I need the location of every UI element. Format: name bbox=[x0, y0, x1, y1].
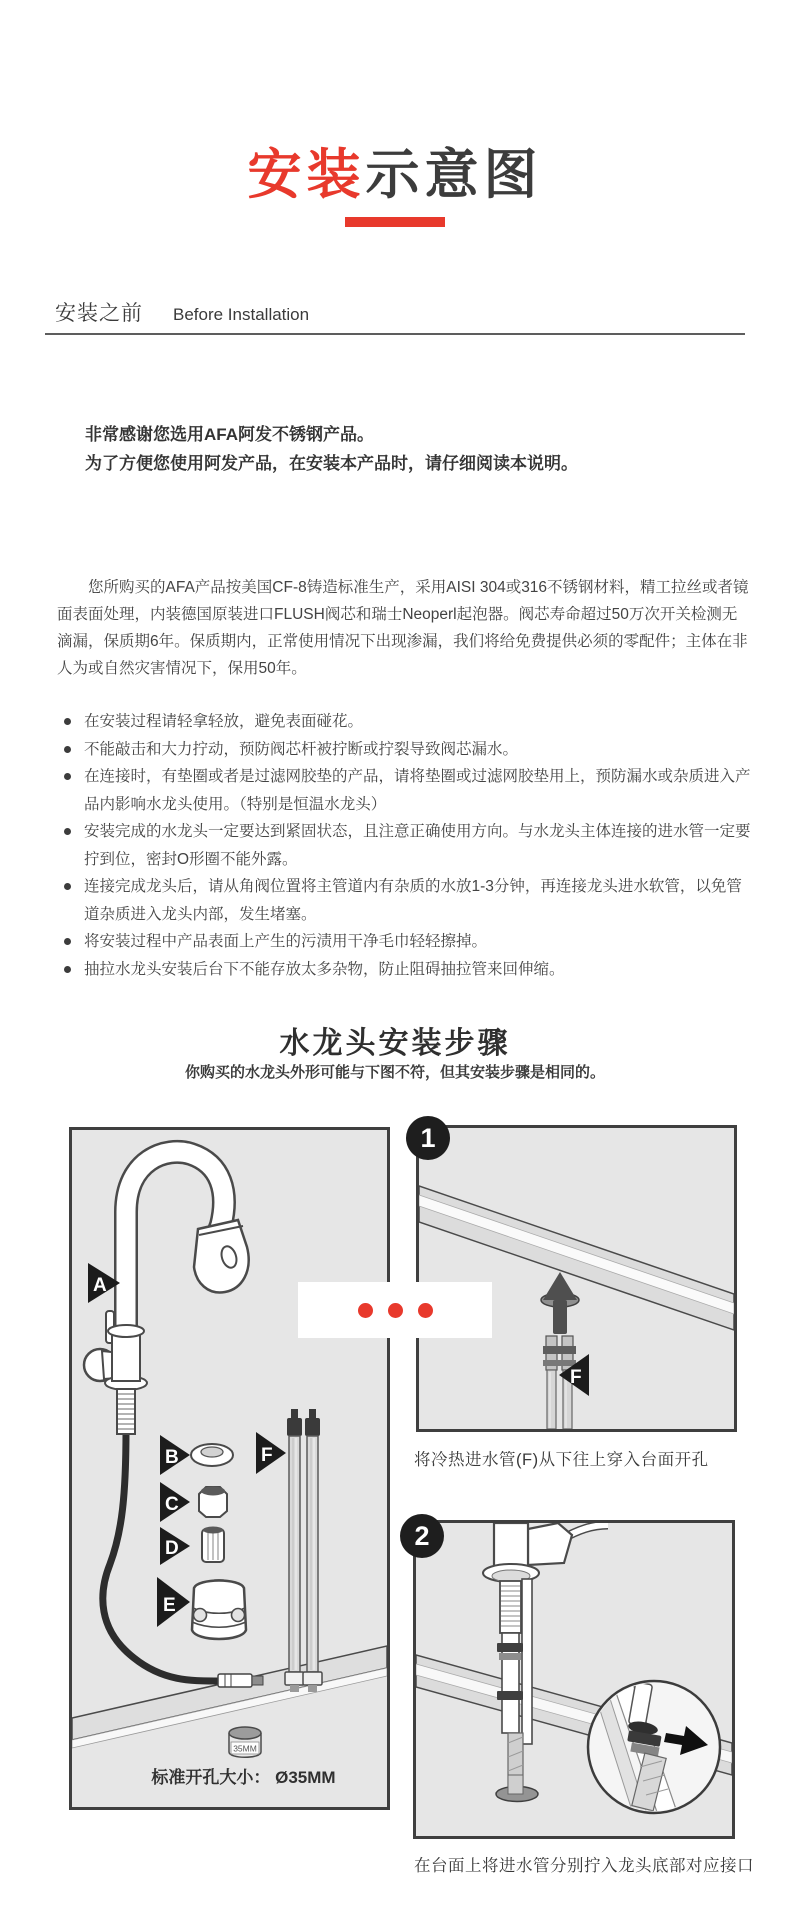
page-title bbox=[0, 146, 790, 205]
svg-text:F: F bbox=[570, 1367, 582, 1388]
note-item: 在安装过程请轻拿轻放，避免表面碰花。 bbox=[62, 708, 752, 736]
note-item: 连接完成龙头后，请从角阀位置将主管道内有杂质的水放1-3分钟，再连接龙头进水软管，以免管道杂质进入龙头内部，发生堵塞。 bbox=[62, 873, 752, 928]
svg-text:E: E bbox=[163, 1595, 176, 1616]
part-label-d bbox=[160, 1527, 190, 1565]
svg-text:C: C bbox=[165, 1494, 179, 1515]
step2-illustration bbox=[414, 1520, 732, 1836]
note-item: 不能敲击和大力拧动，预防阀芯杆被拧断或拧裂导致阀芯漏水。 bbox=[62, 736, 752, 764]
parts-diagram-box bbox=[69, 1127, 390, 1810]
note-item: 在连接时，有垫圈或者是过滤网胶垫的产品，请将垫圈或过滤网胶垫用上，预防漏水或杂质进入产品内影响水龙头使用。（特别是恒温水龙头） bbox=[62, 763, 752, 818]
step2-number: 2 bbox=[414, 1520, 430, 1551]
svg-text:A: A bbox=[93, 1275, 107, 1296]
step1-illustration bbox=[419, 1128, 734, 1429]
step1-caption: 将冷热进水管(F)从下往上穿入台面开孔 bbox=[414, 1451, 709, 1469]
part-label-e bbox=[157, 1577, 190, 1627]
hole-size-label: 35MM bbox=[233, 1743, 257, 1754]
step2-box bbox=[413, 1520, 735, 1839]
page-title-rest: 示意图 bbox=[365, 145, 543, 205]
section-title-en: Before Installation bbox=[173, 305, 310, 324]
steps-subtitle: 你购买的水龙头外形可能与下图不符，但其安装步骤是相同的。 bbox=[184, 1064, 605, 1081]
red-dot-icon bbox=[418, 1303, 433, 1318]
steps-heading: 水龙头安装步骤 bbox=[279, 1027, 511, 1060]
section-header bbox=[55, 297, 309, 327]
note-item: 安装完成的水龙头一定要达到紧固状态，且注意正确使用方向。与水龙头主体连接的进水管一定要拧到位，密封O形圈不能外露。 bbox=[62, 818, 752, 873]
hole-size-caption: 标准开孔大小： Ø35MM bbox=[151, 1768, 336, 1787]
red-dot-icon bbox=[358, 1303, 373, 1318]
section-title-zh: 安装之前 bbox=[55, 302, 143, 325]
part-label-c bbox=[160, 1482, 190, 1522]
step1-badge bbox=[406, 1116, 450, 1160]
intro-note bbox=[85, 420, 578, 478]
svg-text:D: D bbox=[165, 1538, 179, 1559]
step1-number: 1 bbox=[420, 1122, 436, 1153]
part-label-f bbox=[256, 1432, 286, 1474]
notes-list bbox=[62, 708, 752, 983]
step2-caption: 在台面上将进水管分别拧入龙头底部对应接口 bbox=[414, 1857, 754, 1875]
svg-text:F: F bbox=[261, 1445, 273, 1466]
intro-line-1: 非常感谢您选用AFA阿发不锈钢产品。 bbox=[85, 425, 374, 444]
page-title-accent: 安装 bbox=[247, 145, 366, 205]
step1-box bbox=[416, 1122, 737, 1432]
intro-line-2: 为了方便您使用阿发产品，在安装本产品时，请仔细阅读本说明。 bbox=[85, 454, 578, 473]
note-item: 抽拉水龙头安装后台下不能存放太多杂物，防止阻碍抽拉管来回伸缩。 bbox=[62, 956, 752, 984]
part-label-b bbox=[160, 1435, 190, 1475]
svg-text:B: B bbox=[165, 1447, 179, 1468]
title-underline bbox=[345, 217, 445, 227]
step2-badge bbox=[400, 1514, 444, 1558]
section-divider bbox=[45, 333, 745, 335]
red-dot-icon bbox=[388, 1303, 403, 1318]
product-description: 您所购买的AFA产品按美国CF-8铸造标准生产，采用AISI 304或316不锈钢材料，精工拉丝或者镜面表面处理，内装德国原装进口FLUSH阀芯和瑞士Neoperl起泡器。阀芯寿命超过50万次开关检测无滴漏，保质期6年。保质期内，正常使用情况下出现渗漏，我们将给免费提供必须的零配件；主体在非人为或自然灾害情况下，保用50年。 bbox=[57, 579, 749, 677]
note-item: 将安装过程中产品表面上产生的污渍用干净毛巾轻轻擦掉。 bbox=[62, 928, 752, 956]
faucet-parts-illustration bbox=[72, 1130, 387, 1807]
ellipsis-overlay bbox=[298, 1282, 492, 1338]
